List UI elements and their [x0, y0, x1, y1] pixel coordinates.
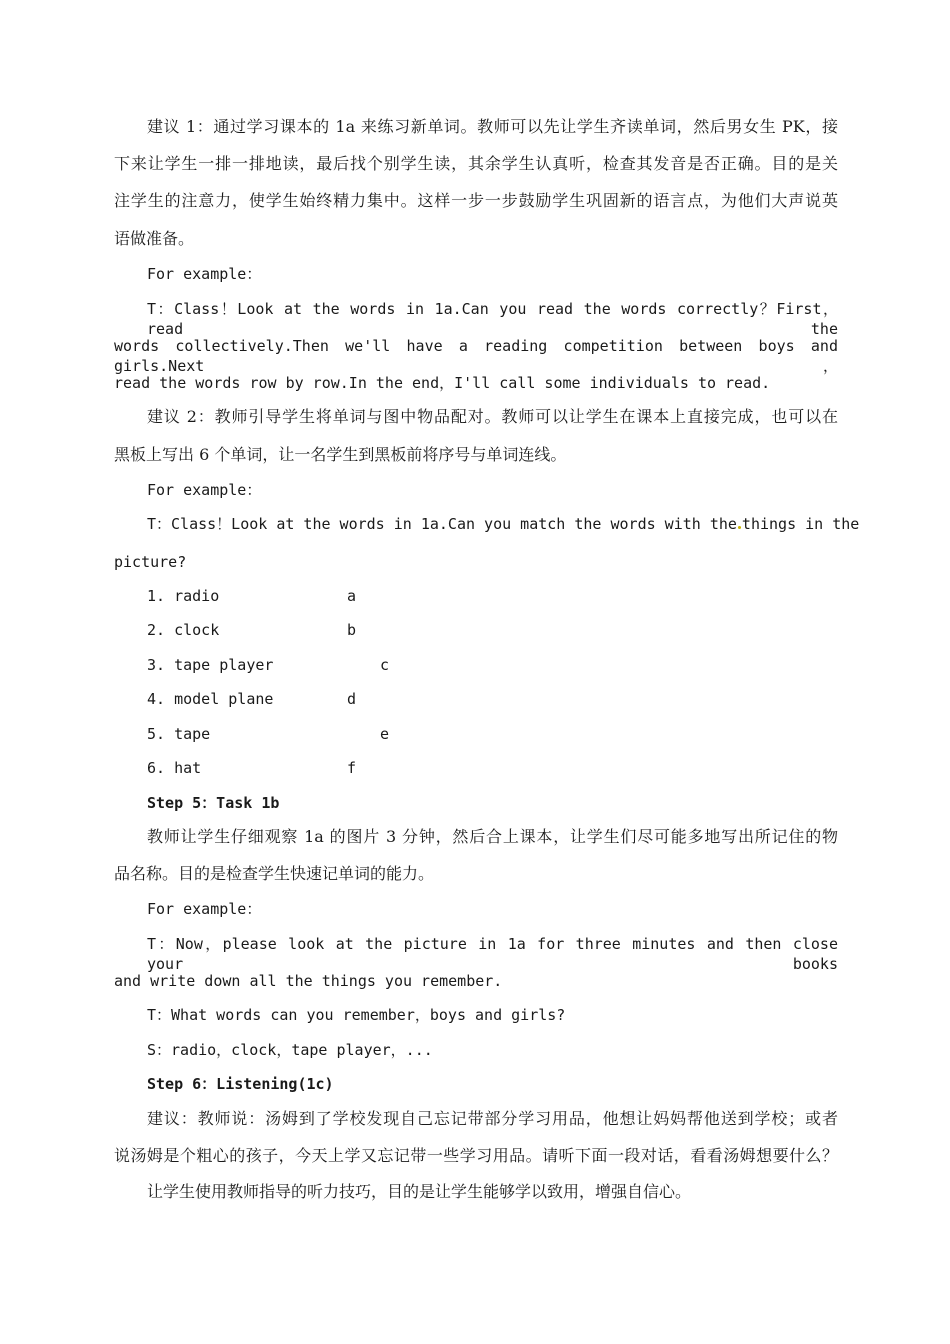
- match-word-1: 1. radio: [147, 587, 220, 605]
- step6-line3: 让学生使用教师指导的听力技巧，目的是让学生能够学以致用，增强自信心。: [147, 1182, 692, 1201]
- step5-teacher-line2: T：What words can you remember，boys and girls?: [147, 1006, 566, 1024]
- match-word-5: 5. tape: [147, 725, 211, 743]
- step5-line1: 教师让学生仔细观察 1a 的图片 3 分钟，然后合上课本，让学生们尽可能多地写出所记住的物: [147, 827, 838, 846]
- step6-line2: 说汤姆是个粗心的孩子，今天上学又忘记带一些学习用品。请听下面一段对话，看看汤姆想要什么？: [114, 1146, 838, 1165]
- example2-line1-part-a: T：Class！Look at the words in 1a.Can you match the words with the: [147, 515, 737, 533]
- match-letter-f: f: [347, 759, 357, 777]
- suggestion1-line3: 注学生的注意力，使学生始终精力集中。这样一步一步鼓励学生巩固新的语言点，为他们大声说英: [114, 191, 838, 210]
- suggestion2-line1: 建议 2：教师引导学生将单词与图中物品配对。教师可以让学生在课本上直接完成，也可以在: [147, 407, 838, 426]
- example1-line3: read the words row by row.In the end，I'll call some individuals to read.: [114, 374, 771, 392]
- match-letter-d: d: [347, 690, 357, 708]
- example2-line1: [147, 514, 860, 534]
- step6-heading: Step 6：Listening(1c): [147, 1075, 334, 1093]
- yellow-dot-mark: [738, 526, 741, 529]
- match-word-4: 4. model plane: [147, 690, 274, 708]
- example1-label: For example：: [147, 265, 262, 283]
- example1-line1: T：Class！Look at the words in 1a.Can you read the words correctly？First，read the: [147, 300, 838, 338]
- match-word-6: 6. hat: [147, 759, 202, 777]
- suggestion2-line2: 黑板上写出 6 个单词，让一名学生到黑板前将序号与单词连线。: [114, 445, 567, 464]
- step6-line1: 建议：教师说：汤姆到了学校发现自己忘记带部分学习用品，他想让妈妈帮他送到学校；或者: [147, 1109, 838, 1128]
- suggestion1-line4: 语做准备。: [114, 229, 195, 248]
- example1-line2: words collectively.Then we'll have a reading competition between boys and girls.Next，: [114, 337, 838, 375]
- match-letter-b: b: [347, 621, 357, 639]
- match-letter-a: a: [347, 587, 357, 605]
- match-letter-e: e: [380, 725, 390, 743]
- suggestion1-line2: 下来让学生一排一排地读，最后找个别学生读，其余学生认真听，检查其发音是否正确。目的是关: [114, 154, 838, 173]
- step5-student-line: S：radio，clock，tape player，...: [147, 1041, 433, 1059]
- step5-teacher-line1-cont: and write down all the things you remember.: [114, 972, 503, 990]
- step5-teacher-line1: T：Now，please look at the picture in 1a for three minutes and then close your books: [147, 935, 838, 973]
- example2-label: For example：: [147, 481, 262, 499]
- step5-example-label: For example：: [147, 900, 262, 918]
- match-letter-c: c: [380, 656, 390, 674]
- suggestion1-line1: 建议 1：通过学习课本的 1a 来练习新单词。教师可以先让学生齐读单词，然后男女生 PK，接: [147, 117, 838, 136]
- match-word-2: 2. clock: [147, 621, 220, 639]
- match-word-3: 3. tape player: [147, 656, 274, 674]
- example2-line2: picture?: [114, 553, 187, 571]
- step5-heading: Step 5：Task 1b: [147, 794, 280, 812]
- example2-line1-part-b: things in the: [741, 515, 860, 533]
- step5-line2: 品名称。目的是检查学生快速记单词的能力。: [114, 864, 435, 883]
